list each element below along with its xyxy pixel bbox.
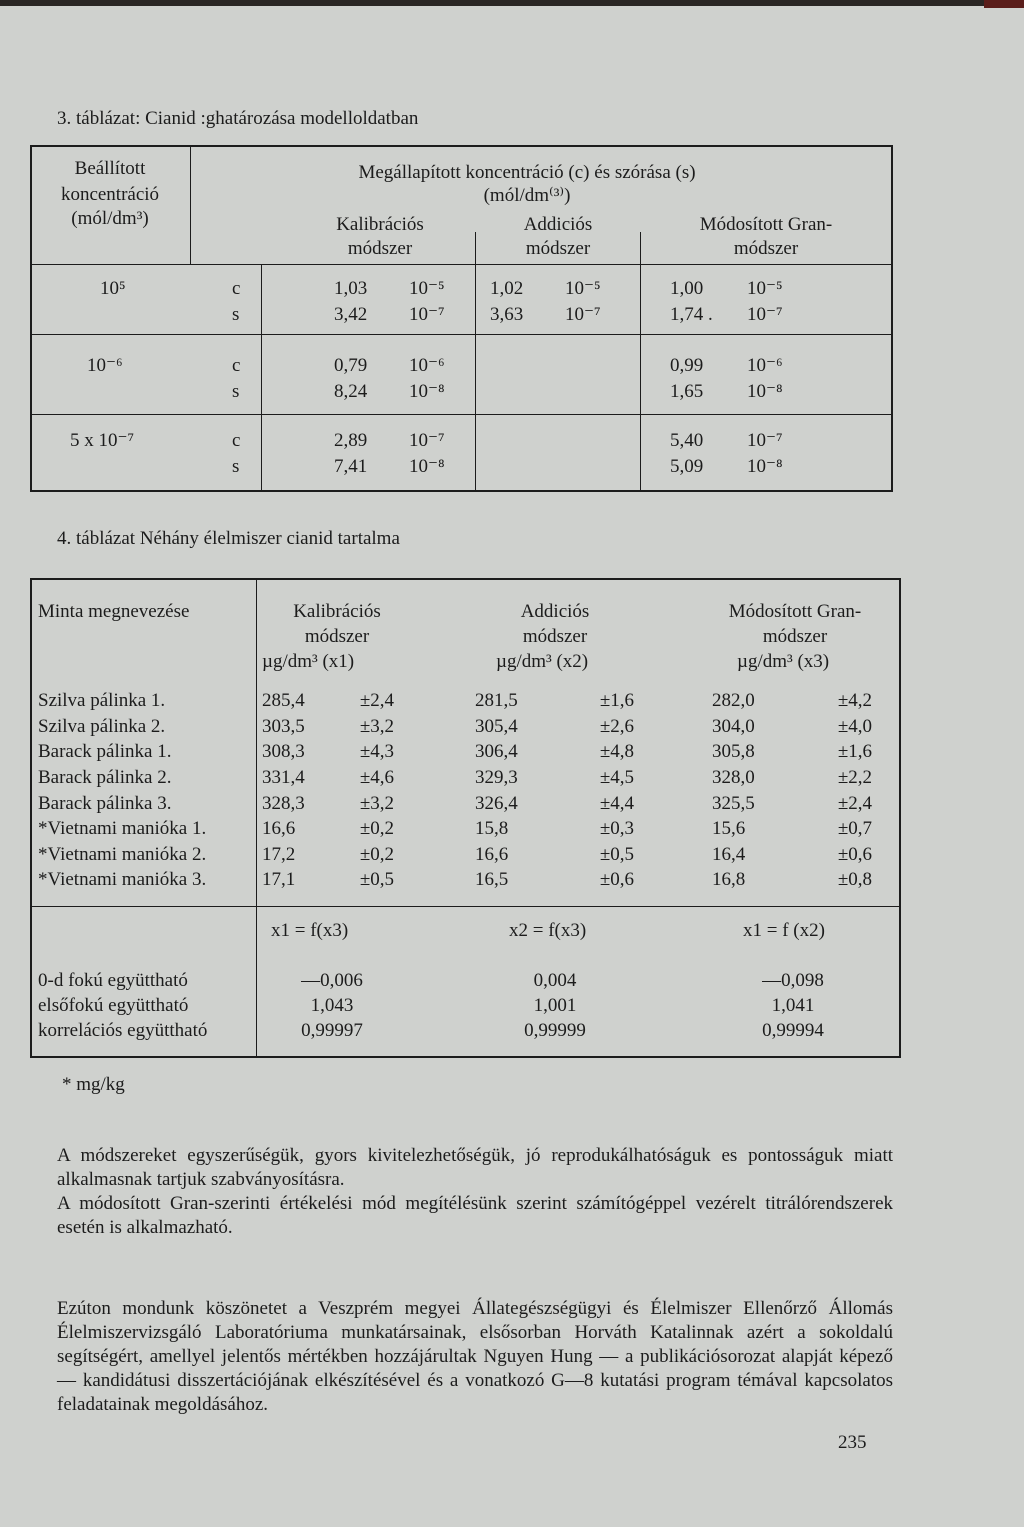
t4-reg-row3-v2: 0,99999 (524, 1020, 586, 1041)
t3-m3-head-line2: módszer (733, 238, 799, 259)
t3-row3-s-k-exp: 10⁻⁸ (409, 456, 445, 477)
t4-reg-row3-v1: 0,99997 (301, 1020, 363, 1041)
t4-reg-row2-v2: 1,001 (533, 995, 577, 1016)
t3-group-unit: (mól/dm⁽³⁾) (483, 185, 571, 206)
t3-row1-s-g-exp: 10⁻⁷ (747, 304, 783, 325)
t3-row2-c-g-val: 0,99 (670, 355, 704, 376)
t3-row1-c-g-val: 1,00 (670, 278, 704, 299)
t4-row7-g: 16,4 (712, 844, 746, 865)
paragraph-2: A módosított Gran-szerinti értékelési mód megítélésünk szerint számítógéppel vezérelt titrálórendszerek esetén is alkalmazható. (57, 1193, 893, 1238)
t4-row8-a: 16,5 (475, 869, 509, 890)
t4-m3-head-line1: Módosított Gran- (728, 601, 862, 622)
t4-row4-a-sd: ±4,5 (599, 767, 634, 788)
t4-row6-k: 16,6 (262, 818, 296, 839)
t4-row2-g-sd: ±4,0 (837, 716, 872, 737)
t4-row1-a-sd: ±1,6 (599, 690, 634, 711)
t3-m2-head-line1: Addiciós (523, 214, 593, 235)
t3-row2-s-g-exp: 10⁻⁸ (747, 381, 783, 402)
t4-row7-g-sd: ±0,6 (837, 844, 872, 865)
t4-row7-a: 16,6 (475, 844, 509, 865)
t3-col1-head-line2: koncentráció (60, 184, 160, 205)
t4-row3-a: 306,4 (475, 741, 518, 762)
t4-row1-k: 285,4 (262, 690, 305, 711)
t4-row7-k-sd: ±0,2 (359, 844, 394, 865)
t4-row6-a: 15,8 (475, 818, 509, 839)
t4-row1-g-sd: ±4,2 (837, 690, 872, 711)
t4-row3-g-sd: ±1,6 (837, 741, 872, 762)
t3-row2-s-g-val: 1,65 (670, 381, 704, 402)
t4-row5-g: 325,5 (712, 793, 755, 814)
t3-row2-s-k-val: 8,24 (334, 381, 368, 402)
t4-m3-head-unit: µg/dm³ (x3) (737, 651, 830, 672)
t4-row5-g-sd: ±2,4 (837, 793, 872, 814)
t3-row3-s-g-exp: 10⁻⁸ (747, 456, 783, 477)
t3-row3-s-label: s (232, 456, 240, 477)
t4-row8-g: 16,8 (712, 869, 746, 890)
t3-m3-head-line1: Módosított Gran- (699, 214, 833, 235)
t3-row2-c-g-exp: 10⁻⁶ (747, 355, 783, 376)
t4-row1-g: 282,0 (712, 690, 755, 711)
t4-row2-k: 303,5 (262, 716, 305, 737)
t4-row3-k-sd: ±4,3 (359, 741, 394, 762)
t3-row2-conc: 10⁻⁶ (87, 355, 123, 376)
t4-row4-k-sd: ±4,6 (359, 767, 394, 788)
t4-row3-k: 308,3 (262, 741, 305, 762)
t4-row5-k: 328,3 (262, 793, 305, 814)
table3-caption: 3. táblázat: Cianid :ghatározása modelloldatban (57, 108, 419, 129)
t4-row8-name: *Vietnami manióka 3. (38, 869, 207, 890)
t4-row7-a-sd: ±0,5 (599, 844, 634, 865)
t4-row7-name: *Vietnami manióka 2. (38, 844, 207, 865)
t3-row1-c-a-val: 1,02 (490, 278, 524, 299)
t4-row1-name: Szilva pálinka 1. (38, 690, 166, 711)
t4-row3-a-sd: ±4,8 (599, 741, 634, 762)
t4-reg-head-2: x2 = f(x3) (509, 920, 587, 941)
t4-row4-a: 329,3 (475, 767, 518, 788)
t4-col1-head: Minta megnevezése (38, 601, 190, 622)
t4-m2-head-line2: módszer (522, 626, 588, 647)
t4-row6-name: *Vietnami manióka 1. (38, 818, 207, 839)
t3-row3-s-g-val: 5,09 (670, 456, 704, 477)
t4-reg-row3-v3: 0,99994 (762, 1020, 824, 1041)
t4-m2-head-unit: µg/dm³ (x2) (496, 651, 589, 672)
t4-reg-row2-v3: 1,041 (771, 995, 815, 1016)
t4-m1-head-line1: Kalibrációs (293, 601, 381, 622)
t3-row3-c-g-val: 5,40 (670, 430, 704, 451)
t4-row6-g: 15,6 (712, 818, 746, 839)
t4-row5-a-sd: ±4,4 (599, 793, 634, 814)
paragraph-1: A módszereket egyszerűségük, gyors kivitelezhetőségük, jó reprodukálhatóságuk es pontosságuk miatt alkalmasnak tartjuk szabványosításra. (57, 1145, 893, 1190)
t4-reg-row2-v1: 1,043 (310, 995, 354, 1016)
t3-row2-s-k-exp: 10⁻⁸ (409, 381, 445, 402)
t3-row1-c-k-exp: 10⁻⁵ (409, 278, 445, 299)
t4-reg-head-1: x1 = f(x3) (271, 920, 349, 941)
t3-row3-s-k-val: 7,41 (334, 456, 368, 477)
t3-m1-head-line1: Kalibrációs (336, 214, 424, 235)
t4-reg-row1-v2: 0,004 (533, 970, 577, 991)
t4-row2-g: 304,0 (712, 716, 755, 737)
t3-row2-s-label: s (232, 381, 240, 402)
t3-row1-c-label: c (232, 278, 241, 299)
t4-reg-row1-v3: —0,098 (762, 970, 824, 991)
t4-row5-a: 326,4 (475, 793, 518, 814)
t4-m3-head-line2: módszer (762, 626, 828, 647)
t4-m2-head-line1: Addiciós (520, 601, 590, 622)
t4-row7-k: 17,2 (262, 844, 296, 865)
t3-row2-c-k-exp: 10⁻⁶ (409, 355, 445, 376)
t4-row2-k-sd: ±3,2 (359, 716, 394, 737)
t4-reg-row3-label: korrelációs együttható (38, 1020, 208, 1041)
t4-row2-name: Szilva pálinka 2. (38, 716, 166, 737)
t4-row4-k: 331,4 (262, 767, 305, 788)
t3-m2-head-line2: módszer (525, 238, 591, 259)
t4-row8-k-sd: ±0,5 (359, 869, 394, 890)
page-top-edge (0, 0, 1024, 6)
t3-row1-c-k-val: 1,03 (334, 278, 368, 299)
t4-reg-row2-label: elsőfokú együttható (38, 995, 189, 1016)
t3-col1-head-line1: Beállított (74, 158, 146, 179)
t4-reg-row1-v1: —0,006 (301, 970, 363, 991)
t4-row2-a: 305,4 (475, 716, 518, 737)
t4-row8-a-sd: ±0,6 (599, 869, 634, 890)
t3-col1-head-line3: (mól/dm³) (71, 208, 149, 229)
t3-row3-c-label: c (232, 430, 241, 451)
t3-m1-head-line2: módszer (347, 238, 413, 259)
t4-row1-a: 281,5 (475, 690, 518, 711)
t3-row1-c-a-exp: 10⁻⁵ (565, 278, 601, 299)
t4-m1-head-line2: módszer (304, 626, 370, 647)
t3-group-head: Megállapított koncentráció (c) és szórása (s) (358, 162, 696, 183)
t3-row1-s-g-val: 1,74 . (670, 304, 713, 325)
t3-row2-c-k-val: 0,79 (334, 355, 368, 376)
t3-row3-conc: 5 x 10⁻⁷ (70, 430, 135, 451)
t4-row4-name: Barack pálinka 2. (38, 767, 172, 788)
table4-footnote: * mg/kg (62, 1074, 125, 1095)
t4-row6-a-sd: ±0,3 (599, 818, 634, 839)
t3-row3-c-k-exp: 10⁻⁷ (409, 430, 445, 451)
t4-row5-k-sd: ±3,2 (359, 793, 394, 814)
t3-row1-s-k-exp: 10⁻⁷ (409, 304, 445, 325)
t4-row4-g-sd: ±2,2 (837, 767, 872, 788)
t3-row1-conc: 10⁵ (100, 278, 126, 299)
t3-row1-s-k-val: 3,42 (334, 304, 368, 325)
t4-row6-g-sd: ±0,7 (837, 818, 872, 839)
page-number: 235 (838, 1432, 867, 1453)
t4-row6-k-sd: ±0,2 (359, 818, 394, 839)
t3-row1-s-a-exp: 10⁻⁷ (565, 304, 601, 325)
t4-row8-k: 17,1 (262, 869, 296, 890)
t4-reg-head-3: x1 = f (x2) (743, 920, 825, 941)
t3-row1-s-label: s (232, 304, 240, 325)
t4-row1-k-sd: ±2,4 (359, 690, 394, 711)
paragraph-3: Ezúton mondunk köszönetet a Veszprém megyei Állategészségügyi és Élelmiszer Ellenőrző Állomás Élelmiszervizsgáló Laboratóriuma munkatársainak, elsősorban Horváth Katalinnak azért a sokoldalú segítségért, amellyel jelentős mértékben hozzájárultak Nguyen Hung — a publikációsorozat alapját képező — kandidátusi disszertációjának elkészítésével és a vonatkozó G—8 kutatási program témával kapcsolatos feladatainak megoldásához. (57, 1298, 893, 1415)
t4-row3-name: Barack pálinka 1. (38, 741, 172, 762)
t4-row3-g: 305,8 (712, 741, 755, 762)
t3-row3-c-g-exp: 10⁻⁷ (747, 430, 783, 451)
t4-row4-g: 328,0 (712, 767, 755, 788)
t3-row1-c-g-exp: 10⁻⁵ (747, 278, 783, 299)
t3-row1-s-a-val: 3,63 (490, 304, 524, 325)
t4-row8-g-sd: ±0,8 (837, 869, 872, 890)
t3-row3-c-k-val: 2,89 (334, 430, 368, 451)
page-top-edge-accent (984, 0, 1024, 8)
t4-m1-head-unit: µg/dm³ (x1) (262, 651, 355, 672)
t4-row5-name: Barack pálinka 3. (38, 793, 172, 814)
table4-caption: 4. táblázat Néhány élelmiszer cianid tartalma (57, 528, 400, 549)
t4-reg-row1-label: 0-d fokú együttható (38, 970, 188, 991)
t3-row2-c-label: c (232, 355, 241, 376)
t4-row2-a-sd: ±2,6 (599, 716, 634, 737)
